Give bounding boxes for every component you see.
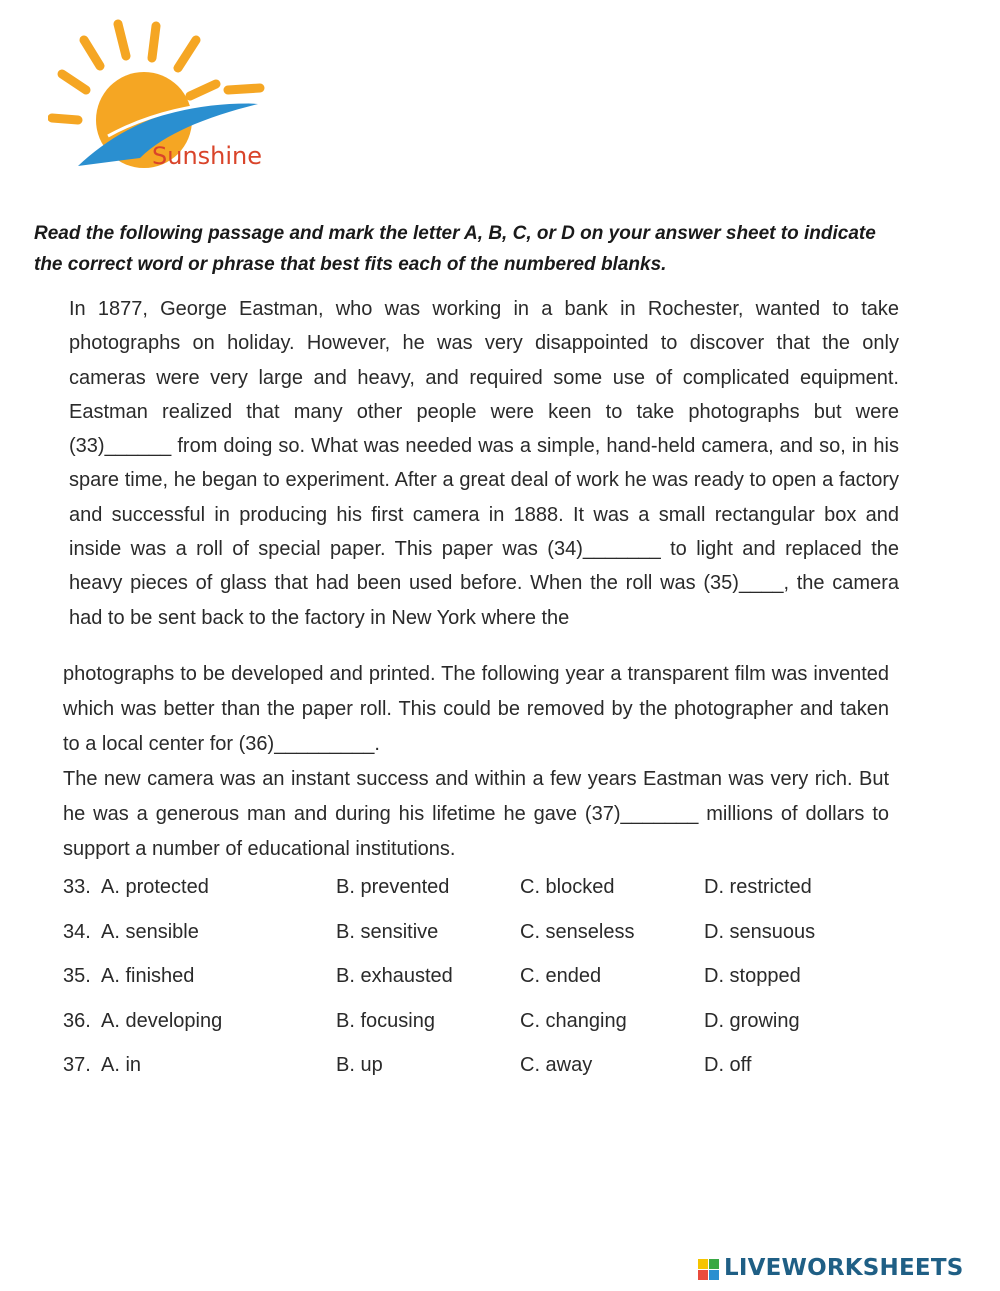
question-number: 36. [63,1009,91,1032]
option-d[interactable]: D. stopped [704,965,801,987]
sunshine-logo [48,18,278,178]
option-b[interactable]: B. up [336,1054,383,1076]
option-a[interactable]: A. developing [101,1009,223,1032]
question-row-37 [63,1054,883,1099]
logo-text: Sunshine [152,142,263,170]
question-number: 37. [63,1054,91,1076]
liveworksheets-logo-icon [698,1259,720,1281]
question-number: 33. [63,876,91,898]
question-row-36 [63,1010,883,1055]
question-row-34 [63,921,883,966]
liveworksheets-brand [698,1255,998,1285]
option-c[interactable]: C. senseless [520,920,635,943]
passage-paragraph-1 [69,292,899,635]
option-a[interactable]: A. finished [101,965,195,987]
question-row-35 [63,965,883,1010]
question-row-33 [63,876,883,921]
option-c[interactable]: C. away [520,1054,593,1076]
passage-paragraph-2-3 [63,657,889,867]
option-d[interactable]: D. growing [704,1009,800,1032]
option-b[interactable]: B. exhausted [336,965,453,987]
paragraph-text: In 1877, George Eastman, who was working in a bank in Rochester, wanted to take photographs on holiday. However, he was very disappointed to discover that the only cameras were very large and heavy, and required some use of complicated equipment. Eastman realized that many other people were keen to take photographs but were (33)______ from doing so. What was needed was a simple, hand-held camera, and so, in his spare time, he began to experiment. After a great deal of work he was ready to open a factory and successful in producing his first camera in 1888. It was a small rectangular box and inside was a roll of special paper. This paper was (34)_______ to light and replaced the heavy pieces of glass that had been used before. When the roll was (35)____, the camera had to be sent back to the factory in New York where the [69,298,899,629]
option-a[interactable]: A. protected [101,876,209,898]
option-d[interactable]: D. restricted [704,876,812,898]
brand-text: LIVEWORKSHEETS [724,1255,964,1281]
option-c[interactable]: C. ended [520,965,602,987]
option-d[interactable]: D. sensuous [704,920,816,943]
instructions: Read the following passage and mark the letter A, B, C, or D on your answer sheet to indicate the correct word or phrase that best fits each of the numbered blanks. [34,223,876,275]
question-number: 34. [63,920,91,943]
paragraph-text: photographs to be developed and printed. The following year a transparent film was invented which was better than the paper roll. This could be removed by the photographer and taken to a local center for (36)_________. [63,663,889,755]
option-c[interactable]: C. changing [520,1009,627,1032]
option-b[interactable]: B. focusing [336,1009,435,1032]
option-a[interactable]: A. sensible [101,920,199,943]
option-d[interactable]: D. off [704,1054,752,1076]
option-a[interactable]: A. in [101,1054,142,1076]
option-b[interactable]: B. sensitive [336,920,439,943]
answer-options [63,876,883,1099]
question-number: 35. [63,965,91,987]
option-b[interactable]: B. prevented [336,876,450,898]
paragraph-text: The new camera was an instant success and within a few years Eastman was very rich. But he was a generous man and during his lifetime he gave (37)_______ millions of dollars to support a number of educational institutions. [63,768,889,860]
option-c[interactable]: C. blocked [520,876,615,898]
